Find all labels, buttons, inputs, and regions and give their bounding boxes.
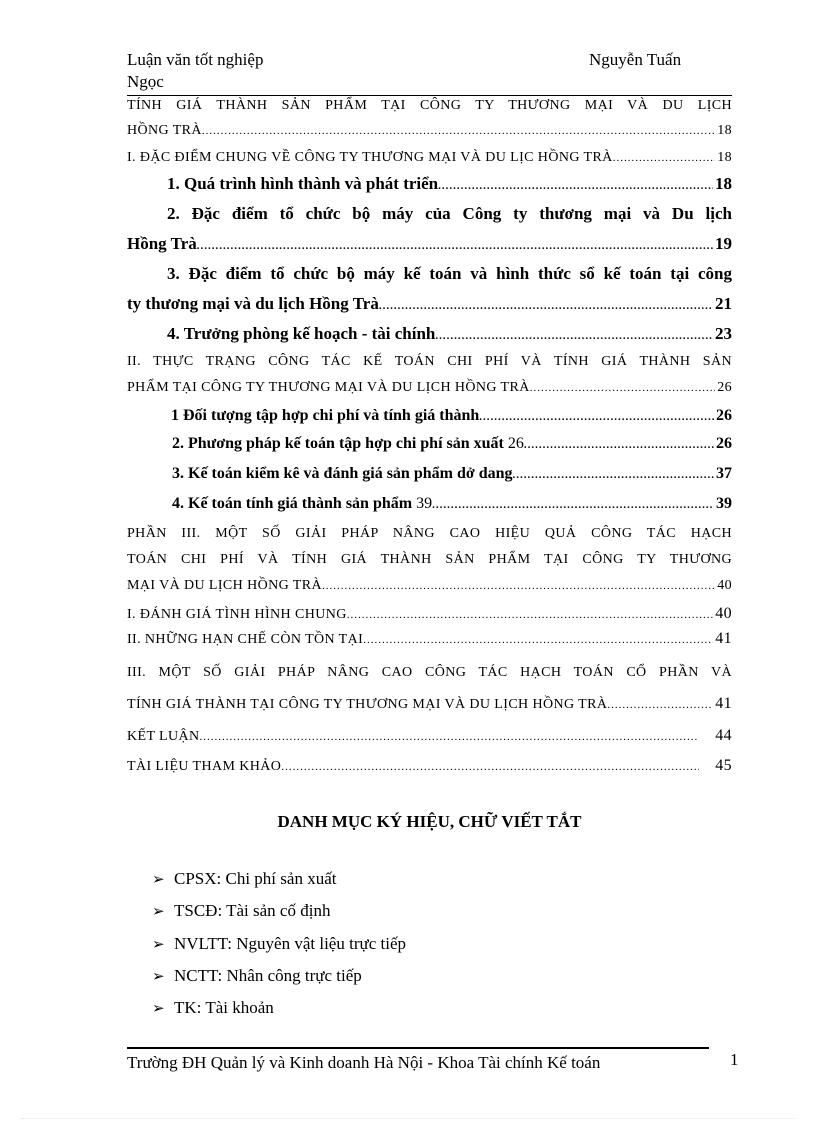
abbreviation-item bbox=[152, 965, 362, 987]
toc-line bbox=[127, 323, 732, 345]
toc-line bbox=[127, 493, 732, 515]
toc-line bbox=[127, 725, 732, 747]
toc-text: II. NHỮNG HẠN CHẾ CÒN TỒN TẠI bbox=[127, 632, 364, 647]
toc-leader bbox=[435, 323, 713, 347]
toc-text: 3. Kế toán kiểm kê và đánh giá sản phẩm dở dang bbox=[172, 465, 513, 482]
toc-leader bbox=[281, 756, 699, 778]
abbreviation-text: CPSX: Chi phí sản xuất bbox=[174, 869, 337, 888]
toc-page-number: 41 bbox=[715, 695, 732, 712]
abbreviation-text: NCTT: Nhân công trực tiếp bbox=[174, 966, 362, 985]
toc-line bbox=[127, 203, 732, 225]
toc-text: 2. Đặc điểm tổ chức bộ máy của Công ty thương mại và Du lịch bbox=[167, 204, 732, 223]
header-right: Nguyễn Tuấn bbox=[589, 50, 682, 69]
arrow-bullet-icon: ➢ bbox=[152, 870, 165, 888]
toc-leader bbox=[202, 120, 715, 142]
toc-leader bbox=[438, 173, 713, 197]
toc-line bbox=[127, 603, 732, 625]
page-footer: Trường ĐH Quản lý và Kinh doanh Hà Nội - Khoa Tài chính Kế toán bbox=[127, 1053, 601, 1072]
toc-page-number: 18 bbox=[717, 150, 732, 165]
arrow-bullet-icon: ➢ bbox=[152, 967, 165, 985]
toc-line bbox=[127, 523, 732, 545]
arrow-bullet-icon: ➢ bbox=[152, 935, 165, 953]
toc-leader bbox=[530, 377, 715, 399]
toc-page-number: 26 bbox=[716, 435, 732, 452]
toc-leader bbox=[513, 463, 715, 486]
toc-leader bbox=[363, 629, 713, 651]
toc-line bbox=[127, 263, 732, 285]
abbreviation-item bbox=[152, 868, 336, 890]
toc-leader bbox=[432, 493, 714, 516]
toc-text: MẠI VÀ DU LỊCH HỒNG TRÀ bbox=[127, 578, 322, 593]
toc-text: II. THỰC TRẠNG CÔNG TÁC KẾ TOÁN CHI PHÍ VÀ TÍNH GIÁ THÀNH SẢN bbox=[127, 354, 732, 369]
toc-page-number: 26 bbox=[717, 380, 732, 395]
toc-text: 4. Trưởng phòng kế hoạch - tài chính bbox=[167, 324, 436, 343]
toc-text: PHẦN III. MỘT SỐ GIẢI PHÁP NÂNG CAO HIỆU QUẢ CÔNG TÁC HẠCH bbox=[127, 526, 732, 541]
toc-line bbox=[127, 293, 732, 315]
toc-text: HỒNG TRÀ bbox=[127, 123, 202, 138]
toc-leader bbox=[347, 604, 713, 626]
toc-line bbox=[127, 575, 732, 597]
page-bottom-border bbox=[20, 1118, 796, 1119]
toc-page-number: 18 bbox=[717, 123, 732, 138]
toc-text: 2. Phương pháp kế toán tập hợp chi phí sản xuất bbox=[172, 435, 504, 452]
toc-line bbox=[127, 433, 732, 455]
abbreviation-item bbox=[152, 933, 406, 955]
toc-text: TÍNH GIÁ THÀNH TẠI CÔNG TY THƯƠNG MẠI VÀ DU LỊCH HỒNG TRÀ bbox=[127, 697, 608, 712]
toc-page-number: 23 bbox=[715, 324, 732, 343]
toc-inline-number: 26 bbox=[507, 435, 524, 452]
toc-text: I. ĐÁNH GIÁ TÌNH HÌNH CHUNG bbox=[127, 607, 347, 622]
toc-leader bbox=[613, 147, 715, 169]
footer-rule bbox=[127, 1047, 709, 1049]
toc-leader bbox=[200, 726, 700, 748]
toc-line bbox=[127, 693, 732, 715]
toc-text: 3. Đặc điểm tổ chức bộ máy kế toán và hình thức sổ kế toán tại công bbox=[167, 264, 732, 283]
toc-line bbox=[127, 549, 732, 571]
toc-page-number: 21 bbox=[715, 294, 732, 313]
toc-page-number: 41 bbox=[715, 630, 732, 647]
toc-leader bbox=[197, 233, 713, 257]
toc-leader bbox=[479, 405, 714, 428]
toc-line bbox=[127, 120, 732, 142]
toc-page-number: 44 bbox=[715, 727, 732, 744]
toc-page-number: 40 bbox=[715, 605, 732, 622]
toc-line bbox=[127, 755, 732, 777]
toc-line bbox=[127, 463, 732, 485]
toc-leader bbox=[322, 575, 715, 597]
toc-page-number: 18 bbox=[715, 174, 732, 193]
toc-page-number: 39 bbox=[716, 495, 732, 512]
toc-text: KẾT LUẬN bbox=[127, 729, 200, 744]
toc-text: ty thương mại và du lịch Hồng Trà bbox=[127, 294, 379, 313]
toc-text: PHẨM TẠI CÔNG TY THƯƠNG MẠI VÀ DU LỊCH HỒNG TRÀ bbox=[127, 380, 530, 395]
toc-text: 4. Kế toán tính giá thành sản phẩm bbox=[172, 495, 413, 512]
toc-page-number: 40 bbox=[717, 578, 732, 593]
toc-leader bbox=[524, 433, 714, 456]
abbreviation-text: TSCĐ: Tài sản cố định bbox=[174, 901, 331, 920]
arrow-bullet-icon: ➢ bbox=[152, 902, 165, 920]
toc-text: 1. Quá trình hình thành và phát triển bbox=[167, 174, 439, 193]
abbreviation-item bbox=[152, 997, 274, 1019]
page-header bbox=[127, 50, 732, 94]
toc-line bbox=[127, 405, 732, 427]
toc-line bbox=[127, 233, 732, 255]
toc-line bbox=[127, 377, 732, 399]
toc-text: TOÁN CHI PHÍ VÀ TÍNH GIÁ THÀNH SẢN PHẨM TẠI CÔNG TY THƯƠNG bbox=[127, 552, 732, 567]
page-number: 1 bbox=[730, 1050, 739, 1069]
toc-leader bbox=[379, 293, 713, 317]
toc-page-number: 19 bbox=[715, 234, 732, 253]
toc-line bbox=[127, 147, 732, 169]
abbreviations-title: DANH MỤC KÝ HIỆU, CHỮ VIẾT TẮT bbox=[277, 812, 582, 831]
abbreviation-text: NVLTT: Nguyên vật liệu trực tiếp bbox=[174, 934, 406, 953]
toc-inline-number: 39 bbox=[416, 495, 433, 512]
toc-leader bbox=[607, 694, 713, 716]
abbreviation-item bbox=[152, 900, 330, 922]
toc-page-number: 26 bbox=[716, 407, 732, 424]
toc-text: III. MỘT SỐ GIẢI PHÁP NÂNG CAO CÔNG TÁC HẠCH TOÁN CỔ PHẦN VÀ bbox=[127, 665, 732, 680]
header-left: Luận văn tốt nghiệp bbox=[127, 50, 264, 69]
toc-text: I. ĐẶC ĐIỂM CHUNG VỀ CÔNG TY THƯƠNG MẠI VÀ DU LỊC HỒNG TRÀ bbox=[127, 150, 613, 165]
header-right-continued: Ngọc bbox=[127, 72, 164, 91]
abbreviation-text: TK: Tài khoản bbox=[174, 998, 274, 1017]
toc-line bbox=[127, 173, 732, 195]
arrow-bullet-icon: ➢ bbox=[152, 999, 165, 1017]
toc-line bbox=[127, 95, 732, 117]
toc-line bbox=[127, 351, 732, 373]
toc-page-number: 37 bbox=[716, 465, 732, 482]
toc-text: Hồng Trà bbox=[127, 234, 197, 253]
toc-text: TÍNH GIÁ THÀNH SẢN PHẨM TẠI CÔNG TY THƯƠNG MẠI VÀ DU LỊCH bbox=[127, 98, 732, 113]
toc-page-number: 45 bbox=[715, 757, 732, 774]
toc-line bbox=[127, 628, 732, 650]
toc-line bbox=[127, 662, 732, 684]
toc-text: 1 Đối tượng tập hợp chi phí và tính giá thành bbox=[171, 407, 480, 424]
toc-text: TÀI LIỆU THAM KHẢO bbox=[127, 759, 282, 774]
